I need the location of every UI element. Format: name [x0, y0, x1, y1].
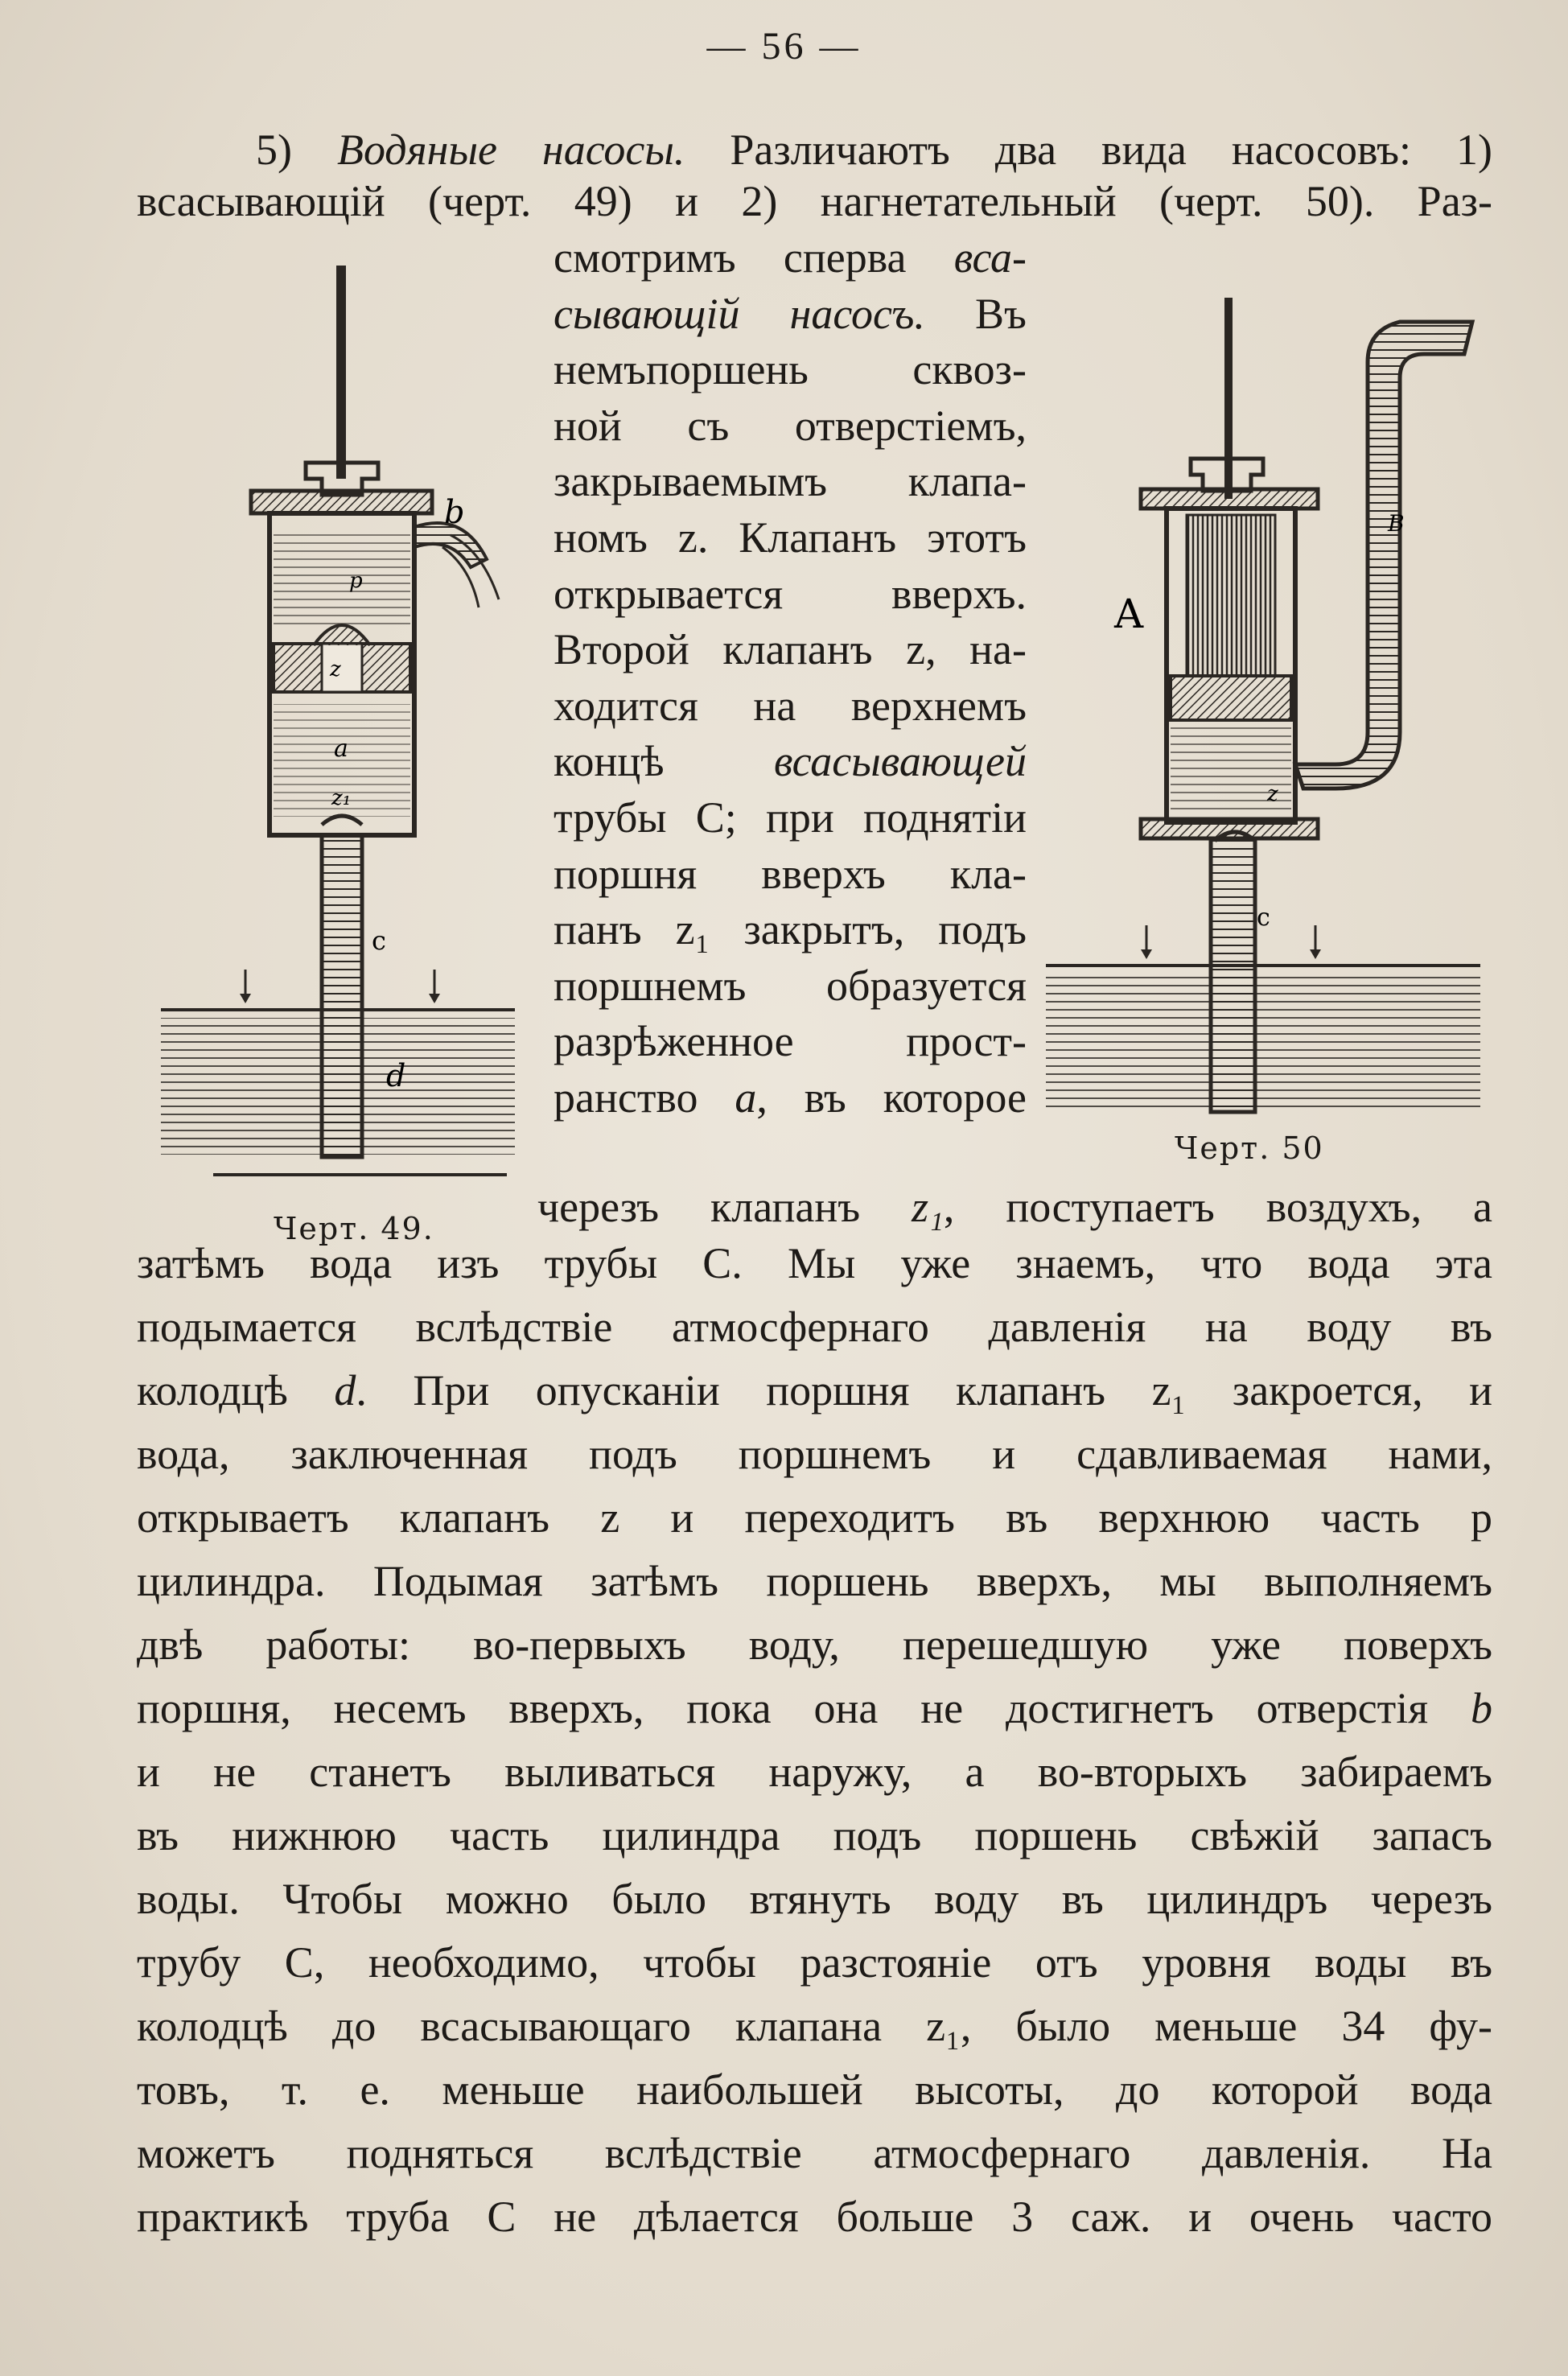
label-B: B	[1388, 510, 1405, 537]
text-line	[137, 1493, 1492, 1542]
text-line	[137, 1811, 1492, 1859]
label-c: c	[372, 925, 386, 956]
label-p: p	[349, 569, 363, 593]
text-span: двѣ работы: во-первыхъ воду, перешедшую уже поверхъ	[137, 1620, 1492, 1669]
label-a: a	[334, 735, 348, 763]
text-line	[137, 1620, 1492, 1669]
text-line	[137, 2002, 1492, 2050]
italic-span: d	[334, 1366, 356, 1414]
figure-49-suction-pump	[161, 257, 531, 1183]
text-line	[554, 570, 1027, 618]
text-line	[554, 345, 1027, 393]
text-line	[537, 1183, 1492, 1231]
text-span: колодцѣ до всасывающаго клапана z₁, было меньше 34 фу-	[137, 2002, 1492, 2050]
text-line	[554, 457, 1027, 505]
text-line	[554, 625, 1027, 673]
label-z: z	[1267, 782, 1278, 806]
text-span: закрываемымъ клапа-	[554, 457, 1027, 506]
text-line: всасывающій (черт. 49) и 2) нагнетательный (черт. 50). Раз-	[137, 177, 1492, 225]
text-span: Въ	[924, 289, 1027, 338]
text-line	[137, 2193, 1492, 2241]
text-span: трубы С; при поднятіи	[554, 793, 1027, 842]
text-span: подымается вслѣдствіе атмосфернаго давленія на воду въ	[137, 1303, 1492, 1351]
text-line	[554, 513, 1027, 562]
label-c: c	[1257, 904, 1270, 932]
italic-span: вса-	[953, 233, 1027, 282]
text-line	[554, 793, 1027, 842]
text-span: цилиндра. Подымая затѣмъ поршень вверхъ, мы выполняемъ	[137, 1557, 1492, 1605]
text-span: ранство	[554, 1073, 735, 1122]
text-span: товъ, т. е. меньше наибольшей высоты, до которой вода	[137, 2065, 1492, 2114]
text-line	[554, 682, 1027, 730]
text-span: , поступаетъ воздухъ, а	[943, 1183, 1492, 1231]
text-span: . При опусканіи поршня клапанъ z₁ закроется, и	[356, 1366, 1492, 1414]
text-line	[554, 737, 1027, 785]
text-span: можетъ подняться вслѣдствіе атмосфернаго давленія. На	[137, 2129, 1492, 2177]
text-line	[137, 1875, 1492, 1923]
text-span: разрѣженное прост-	[554, 1017, 1027, 1066]
figure-50-force-pump	[1046, 241, 1496, 1118]
text-span: открываетъ клапанъ z и переходитъ въ верхнюю часть р	[137, 1493, 1492, 1542]
italic-heading: Водяные насосы.	[336, 126, 685, 174]
text-line	[137, 2129, 1492, 2177]
label-b: b	[444, 494, 465, 531]
italic-span: z₁	[912, 1183, 944, 1231]
text-line	[554, 401, 1027, 450]
page-number: — 56 —	[706, 25, 862, 68]
text-span: черезъ клапанъ	[537, 1183, 912, 1231]
text-span: смотримъ сперва	[554, 233, 954, 282]
text-span: поршнемъ образуется	[554, 961, 1027, 1010]
text-line	[137, 1748, 1492, 1796]
italic-span: всасывающей	[773, 737, 1027, 786]
italic-span: a	[735, 1073, 757, 1122]
text-span: концѣ	[554, 737, 774, 786]
text-span: Второй клапанъ z, на-	[554, 625, 1027, 674]
text-span: немъпоршень сквоз-	[554, 345, 1027, 394]
well-water	[1046, 974, 1480, 1110]
label-A: A	[1114, 591, 1144, 637]
text-line	[137, 1557, 1492, 1605]
text-line	[554, 290, 1027, 338]
text-span: трубу С, необходимо, чтобы разстояніе отъ уровня воды въ	[137, 1938, 1492, 1987]
text-span: поршня вверхъ кла-	[554, 849, 1027, 898]
text-span: въ нижнюю часть цилиндра подъ поршень свѣжій запасъ	[137, 1811, 1492, 1859]
figure-50-caption: Черт. 50	[1175, 1130, 1324, 1166]
text-line	[137, 1684, 1492, 1732]
text-line	[137, 1239, 1492, 1287]
text-span: воды. Чтобы можно было втянуть воду въ цилиндръ черезъ	[137, 1875, 1492, 1923]
text-span: 5)	[256, 126, 337, 174]
label-z1: z₁	[331, 786, 352, 810]
text-span: панъ z₁ закрытъ, подъ	[554, 905, 1027, 954]
label-d: d	[386, 1058, 406, 1093]
text-span: ходится на верхнемъ	[554, 681, 1027, 730]
text-span: и не станетъ выливаться наружу, а во-вторыхъ забираемъ	[137, 1748, 1492, 1796]
label-z: z	[330, 657, 341, 682]
text-line	[137, 1430, 1492, 1478]
italic-span: b	[1471, 1684, 1492, 1732]
text-line	[554, 962, 1027, 1010]
text-line	[256, 126, 1492, 174]
text-line	[554, 850, 1027, 898]
text-line	[554, 905, 1027, 953]
figure-49-caption: Черт. 49.	[274, 1211, 434, 1246]
italic-span: сывающій насосъ.	[554, 289, 925, 338]
text-line	[554, 233, 1027, 282]
text-span: открывается вверхъ.	[554, 569, 1027, 618]
text-line	[137, 1303, 1492, 1351]
text-span: номъ z. Клапанъ этотъ	[554, 513, 1027, 562]
text-span: , въ которое	[756, 1073, 1027, 1122]
text-span: затѣмъ вода изъ трубы С. Мы уже знаемъ, что вода эта	[137, 1239, 1492, 1287]
text-span: колодцѣ	[137, 1366, 335, 1414]
text-line	[554, 1017, 1027, 1065]
text-line	[554, 1073, 1027, 1122]
text-line	[137, 1366, 1492, 1414]
text-span: вода, заключенная подъ поршнемъ и сдавливаемая нами,	[137, 1430, 1492, 1478]
text-span: Различаютъ два вида насосовъ: 1)	[685, 126, 1493, 174]
text-line	[137, 1938, 1492, 1987]
text-line	[137, 2065, 1492, 2114]
text-span: практикѣ труба С не дѣлается больше 3 саж. и очень часто	[137, 2193, 1492, 2241]
text-span: ной съ отверстіемъ,	[554, 401, 1027, 450]
text-span: поршня, несемъ вверхъ, пока она не достигнетъ отверстія	[137, 1684, 1471, 1732]
